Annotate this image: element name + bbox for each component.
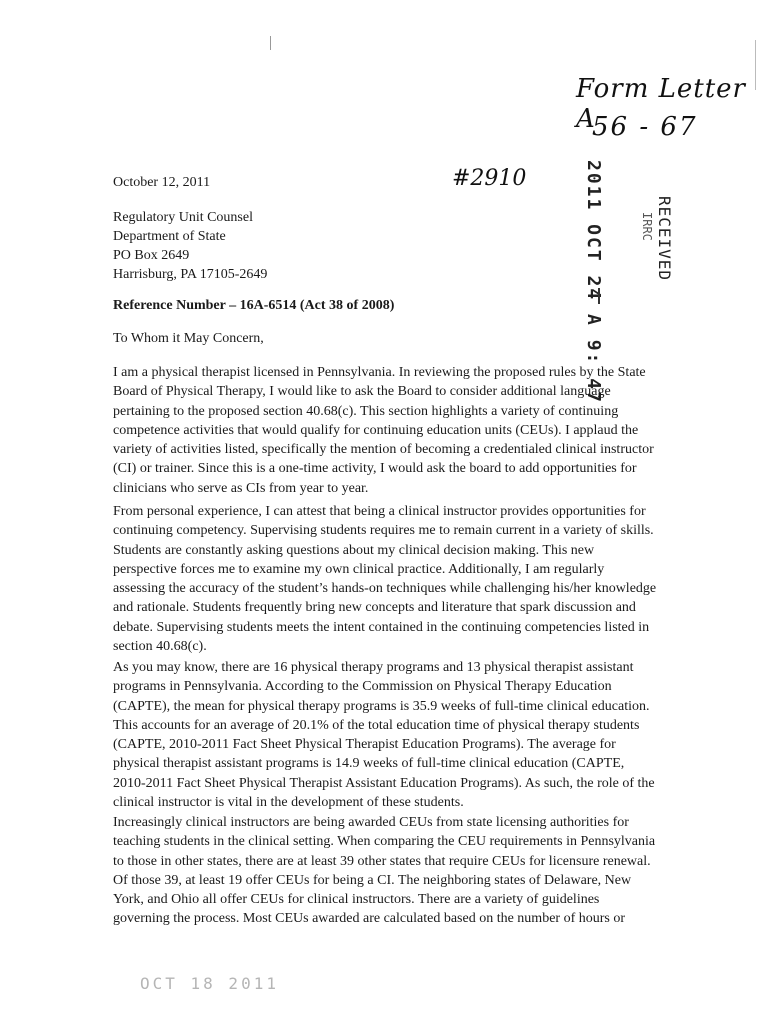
- paragraph-line: clinical instructor is vital in the development of these students.: [113, 795, 464, 811]
- paragraph-line: I am a physical therapist licensed in Pennsylvania. In reviewing the proposed rules by the State: [113, 365, 646, 380]
- paragraph-line: Board of Physical Therapy, I would like to ask the Board to consider additional language: [113, 384, 611, 400]
- paragraph-line: governing the process. Most CEUs awarded are calculated based on the number of hours or: [113, 911, 626, 927]
- paragraph-line: This accounts for an average of 20.1% of the total education time of physical therapy students: [113, 717, 640, 733]
- faint-date-stamp: OCT 18 2011: [140, 974, 279, 993]
- body-paragraph: [113, 502, 673, 656]
- address-line: PO Box 2649: [113, 248, 190, 263]
- paragraph-line: and rationale. Students frequently bring new concepts and literature that spark discussion and: [113, 600, 636, 616]
- paragraph-line: perspective forces me to examine my own clinical practice. Additionally, I am regularly: [113, 561, 605, 577]
- paragraph-line: (CI) or trainer. Since this is a one-time activity, I would ask the board to add opportunities for: [113, 461, 637, 477]
- address-line: Harrisburg, PA 17105-2649: [113, 267, 268, 282]
- paragraph-line: 2010-2011 Fact Sheet Physical Therapist Assistant Education Programs). As such, the role of the: [113, 775, 655, 791]
- paragraph-line: York, and Ohio all offer CEUs for clinical instructors. There are a variety of guidelines: [113, 892, 600, 908]
- paragraph-line: competence activities that would qualify for continuing education units (CEUs). I applaud the: [113, 422, 639, 438]
- agency-stamp: IRRC: [640, 212, 654, 241]
- paragraph-line: physical therapist assistant programs is 14.9 weeks of full-time clinical education (CAPTE,: [113, 756, 625, 772]
- body-paragraph: [113, 813, 673, 929]
- paragraph-line: Students are constantly asking questions about my clinical decision making. This new: [113, 542, 595, 558]
- handwritten-docket-number: #2910: [452, 166, 527, 191]
- paragraph-line: Increasingly clinical instructors are being awarded CEUs from state licensing authorities for: [113, 815, 629, 830]
- paragraph-line: to those in other states, there are at least 39 other states that require CEUs for licensure renewal.: [113, 853, 651, 869]
- paragraph-line: (CAPTE, 2010-2011 Fact Sheet Physical Therapist Education Programs). The average for: [113, 737, 616, 753]
- body-paragraph: [113, 363, 673, 498]
- handwritten-form-letter-label: Form Letter A: [576, 74, 746, 134]
- paragraph-line: teaching students in the clinical setting. When comparing the CEU requirements in Pennsylvania: [113, 834, 656, 850]
- received-stamp: RECEIVED: [655, 196, 674, 282]
- scan-mark: [270, 36, 271, 50]
- recipient-address: [113, 208, 267, 284]
- received-date-stamp: 2011 OCT 24 A 9: 47: [583, 160, 604, 404]
- stamp-mark: [598, 288, 614, 304]
- letter-date: October 12, 2011: [113, 175, 211, 190]
- paragraph-line: As you may know, there are 16 physical therapy programs and 13 physical therapist assistant: [113, 660, 634, 675]
- paragraph-line: pertaining to the proposed section 40.68(c). This section highlights a variety of continuing: [113, 403, 619, 419]
- address-line: Department of State: [113, 229, 226, 244]
- paragraph-line: programs in Pennsylvania. According to the Commission on Physical Therapy Education: [113, 679, 612, 695]
- paragraph-line: continuing competency. Supervising students requires me to remain current in a variety of skills.: [113, 523, 654, 539]
- paragraph-line: Of those 39, at least 19 offer CEUs for being a CI. The neighboring states of Delaware, New: [113, 872, 632, 888]
- handwritten-page-range: 56 - 67: [592, 112, 698, 142]
- address-line: Regulatory Unit Counsel: [113, 210, 253, 225]
- paragraph-line: From personal experience, I can attest that being a clinical instructor provides opportunities for: [113, 504, 646, 519]
- salutation: To Whom it May Concern,: [113, 331, 264, 346]
- paragraph-line: assessing the accuracy of the student’s hands-on techniques while challenging his/her knowledge: [113, 581, 657, 597]
- paragraph-line: clinicians who serve as CIs from year to year.: [113, 480, 369, 496]
- paragraph-line: (CAPTE), the mean for physical therapy programs is 35.9 weeks of full-time clinical education.: [113, 698, 650, 714]
- paragraph-line: variety of activities listed, specifically the mention of becoming a credentialed clinical instructor: [113, 442, 654, 458]
- paragraph-line: section 40.68(c).: [113, 639, 207, 655]
- body-paragraph: [113, 658, 673, 812]
- paragraph-line: debate. Supervising students meets the intent contained in the continuing competencies listed in: [113, 619, 650, 635]
- reference-number: Reference Number – 16A-6514 (Act 38 of 2008): [113, 298, 395, 313]
